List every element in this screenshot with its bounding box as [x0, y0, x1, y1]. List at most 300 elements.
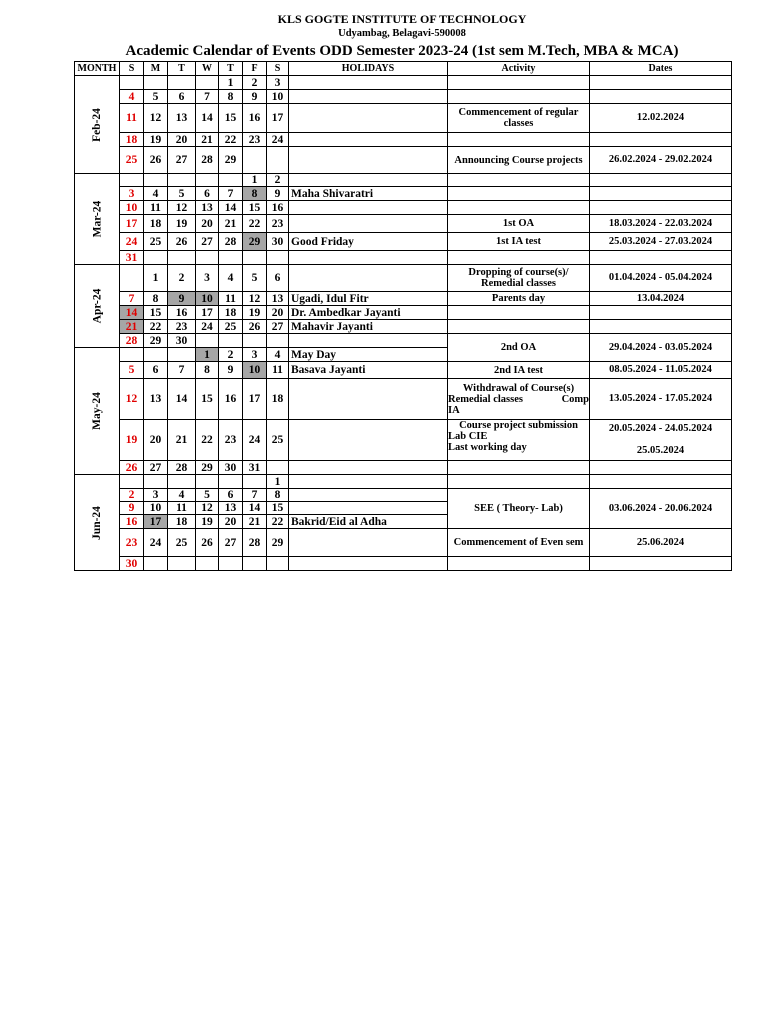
day-cell: 25: [267, 420, 289, 461]
holiday-cell: [289, 251, 448, 265]
week-row: [75, 174, 732, 187]
activity-cell: [448, 320, 590, 334]
day-cell: 25: [168, 529, 196, 557]
day-cell: 11: [168, 502, 196, 515]
day-cell: 19: [196, 515, 219, 529]
day-cell: [120, 265, 144, 292]
activity-cell: [448, 90, 590, 104]
day-cell: 8: [196, 362, 219, 379]
day-cell: 20: [219, 515, 243, 529]
day-cell: 30: [267, 233, 289, 251]
activity-line: Course project submission: [459, 420, 578, 431]
day-cell: [267, 557, 289, 571]
day-cell: 12: [168, 201, 196, 215]
dates-cell: 01.04.2024 - 05.04.2024: [590, 265, 732, 292]
day-cell: [219, 334, 243, 348]
day-cell: 3: [120, 187, 144, 201]
day-cell: 18: [144, 215, 168, 233]
day-cell: 22: [219, 133, 243, 147]
week-row: [75, 420, 732, 461]
day-cell: [120, 76, 144, 90]
holiday-cell: [289, 529, 448, 557]
week-row: [75, 334, 732, 348]
week-row: [75, 133, 732, 147]
day-cell: 15: [219, 104, 243, 133]
day-cell: [196, 475, 219, 489]
day-cell: 22: [144, 320, 168, 334]
day-cell: [243, 557, 267, 571]
day-cell: [144, 251, 168, 265]
calendar-title: Academic Calendar of Events ODD Semester 2023-24 (1st sem M.Tech, MBA & MCA): [125, 43, 679, 59]
holiday-cell: [289, 475, 448, 489]
day-cell: 1: [196, 348, 219, 362]
day-cell: 17: [267, 104, 289, 133]
holiday-cell: [289, 201, 448, 215]
day-cell: 1: [219, 76, 243, 90]
dates-cell: [590, 90, 732, 104]
day-cell: 31: [120, 251, 144, 265]
holiday-cell: [289, 147, 448, 174]
activity-cell: [448, 187, 590, 201]
day-cell: 23: [243, 133, 267, 147]
col-month: MONTH: [75, 62, 120, 76]
day-cell: 1: [243, 174, 267, 187]
day-cell: 30: [219, 461, 243, 475]
day-cell: 6: [144, 362, 168, 379]
week-row: [75, 215, 732, 233]
col-tue: T: [168, 62, 196, 76]
dates-cell: 25.03.2024 - 27.03.2024: [590, 233, 732, 251]
holiday-cell: [289, 420, 448, 461]
day-cell: 28: [196, 147, 219, 174]
day-cell: [267, 461, 289, 475]
day-cell: 8: [144, 292, 168, 306]
week-row: [75, 529, 732, 557]
day-cell: [196, 174, 219, 187]
day-cell: 14: [168, 379, 196, 420]
day-cell: 28: [243, 529, 267, 557]
day-cell: 1: [267, 475, 289, 489]
day-cell: 13: [196, 201, 219, 215]
day-cell: 5: [196, 489, 219, 502]
activity-cell: [448, 420, 590, 461]
day-cell: 25: [144, 233, 168, 251]
holiday-cell: [289, 265, 448, 292]
day-cell: 18: [120, 133, 144, 147]
day-cell: 21: [196, 133, 219, 147]
day-cell: 24: [120, 233, 144, 251]
day-cell: 10: [267, 90, 289, 104]
day-cell: [219, 174, 243, 187]
col-activity: Activity: [448, 62, 590, 76]
month-label-mar: Mar-24: [75, 174, 120, 265]
day-cell: 9: [168, 292, 196, 306]
activity-cell: [448, 475, 590, 489]
day-cell: 18: [267, 379, 289, 420]
day-cell: 26: [144, 147, 168, 174]
day-cell: 12: [144, 104, 168, 133]
day-cell: 28: [219, 233, 243, 251]
holiday-cell: Bakrid/Eid al Adha: [289, 515, 448, 529]
day-cell: 16: [219, 379, 243, 420]
day-cell: 13: [267, 292, 289, 306]
day-cell: 12: [196, 502, 219, 515]
activity-cell: 1st IA test: [448, 233, 590, 251]
holiday-cell: [289, 502, 448, 515]
day-cell: 2: [120, 489, 144, 502]
day-cell: 19: [243, 306, 267, 320]
week-row: [75, 379, 732, 420]
dates-cell: 25.06.2024: [590, 529, 732, 557]
day-cell: 21: [120, 320, 144, 334]
date-line: 25.05.2024: [636, 445, 685, 456]
week-row: [75, 201, 732, 215]
day-cell: 14: [196, 104, 219, 133]
week-row: [75, 233, 732, 251]
day-cell: 27: [219, 529, 243, 557]
day-cell: 16: [267, 201, 289, 215]
col-holidays: HOLIDAYS: [289, 62, 448, 76]
day-cell: 31: [243, 461, 267, 475]
header-row: [75, 62, 732, 76]
col-mon: M: [144, 62, 168, 76]
day-cell: [120, 475, 144, 489]
day-cell: 7: [243, 489, 267, 502]
day-cell: 26: [120, 461, 144, 475]
day-cell: 9: [243, 90, 267, 104]
week-row: [75, 251, 732, 265]
month-label-may: May-24: [75, 348, 120, 475]
day-cell: [120, 174, 144, 187]
activity-cell: SEE ( Theory- Lab): [448, 489, 590, 529]
day-cell: 4: [144, 187, 168, 201]
day-cell: 2: [168, 265, 196, 292]
holiday-cell: [289, 90, 448, 104]
activity-cell: [448, 174, 590, 187]
day-cell: [267, 147, 289, 174]
dates-cell: [590, 557, 732, 571]
week-row: [75, 187, 732, 201]
week-row: [75, 90, 732, 104]
day-cell: 20: [196, 215, 219, 233]
col-sat: S: [267, 62, 289, 76]
dates-cell: 12.02.2024: [590, 104, 732, 133]
day-cell: 7: [168, 362, 196, 379]
day-cell: 17: [144, 515, 168, 529]
activity-line: Last working day: [448, 442, 527, 453]
dates-cell: [590, 201, 732, 215]
day-cell: [144, 348, 168, 362]
day-cell: [243, 251, 267, 265]
activity-cell: [448, 379, 590, 420]
dates-cell: 13.04.2024: [590, 292, 732, 306]
day-cell: 1: [144, 265, 168, 292]
day-cell: 29: [144, 334, 168, 348]
day-cell: 14: [243, 502, 267, 515]
day-cell: 3: [196, 265, 219, 292]
day-cell: 10: [144, 502, 168, 515]
activity-cell: 2nd OA: [448, 334, 590, 362]
day-cell: 8: [243, 187, 267, 201]
day-cell: 12: [243, 292, 267, 306]
day-cell: 13: [144, 379, 168, 420]
day-cell: [196, 557, 219, 571]
month-label-apr: Apr-24: [75, 265, 120, 348]
day-cell: 10: [243, 362, 267, 379]
day-cell: 27: [196, 233, 219, 251]
holiday-cell: Maha Shivaratri: [289, 187, 448, 201]
dates-cell: 29.04.2024 - 03.05.2024: [590, 334, 732, 362]
day-cell: 13: [219, 502, 243, 515]
day-cell: 17: [243, 379, 267, 420]
day-cell: [168, 251, 196, 265]
day-cell: 23: [168, 320, 196, 334]
day-cell: 15: [196, 379, 219, 420]
day-cell: 29: [267, 529, 289, 557]
day-cell: [243, 334, 267, 348]
holiday-cell: Ugadi, Idul Fitr: [289, 292, 448, 306]
col-thu: T: [219, 62, 243, 76]
day-cell: 7: [120, 292, 144, 306]
day-cell: 24: [196, 320, 219, 334]
week-row: [75, 265, 732, 292]
day-cell: 4: [267, 348, 289, 362]
col-wed: W: [196, 62, 219, 76]
holiday-cell: Mahavir Jayanti: [289, 320, 448, 334]
day-cell: 17: [196, 306, 219, 320]
dates-cell: [590, 461, 732, 475]
day-cell: [267, 334, 289, 348]
col-dates: Dates: [590, 62, 732, 76]
academic-calendar-table: [74, 61, 732, 571]
day-cell: 28: [120, 334, 144, 348]
day-cell: 3: [267, 76, 289, 90]
day-cell: 7: [196, 90, 219, 104]
dates-cell: 26.02.2024 - 29.02.2024: [590, 147, 732, 174]
holiday-cell: [289, 133, 448, 147]
day-cell: 5: [168, 187, 196, 201]
day-cell: 16: [243, 104, 267, 133]
dates-cell: [590, 420, 732, 461]
activity-cell: Announcing Course projects: [448, 147, 590, 174]
day-cell: [144, 557, 168, 571]
day-cell: 24: [267, 133, 289, 147]
day-cell: 22: [243, 215, 267, 233]
day-cell: 2: [243, 76, 267, 90]
day-cell: [144, 76, 168, 90]
day-cell: 23: [120, 529, 144, 557]
activity-cell: [448, 306, 590, 320]
dates-cell: [590, 187, 732, 201]
activity-cell: 1st OA: [448, 215, 590, 233]
holiday-cell: [289, 379, 448, 420]
day-cell: [168, 475, 196, 489]
week-row: [75, 320, 732, 334]
week-row: [75, 475, 732, 489]
day-cell: 29: [219, 147, 243, 174]
day-cell: 15: [267, 502, 289, 515]
day-cell: 25: [120, 147, 144, 174]
activity-line: Comp: [561, 393, 589, 405]
month-label-feb: Feb-24: [75, 76, 120, 174]
dates-cell: [590, 174, 732, 187]
day-cell: [243, 147, 267, 174]
dates-cell: [590, 76, 732, 90]
activity-cell: [448, 133, 590, 147]
day-cell: 17: [120, 215, 144, 233]
day-cell: [168, 76, 196, 90]
holiday-cell: [289, 334, 448, 348]
activity-cell: [448, 461, 590, 475]
day-cell: 4: [168, 489, 196, 502]
day-cell: 23: [267, 215, 289, 233]
activity-cell: Parents day: [448, 292, 590, 306]
day-cell: 9: [219, 362, 243, 379]
activity-cell: [448, 76, 590, 90]
day-cell: 29: [243, 233, 267, 251]
day-cell: [196, 251, 219, 265]
holiday-cell: [289, 461, 448, 475]
dates-cell: [590, 251, 732, 265]
day-cell: [168, 557, 196, 571]
day-cell: 11: [219, 292, 243, 306]
week-row: [75, 557, 732, 571]
day-cell: 7: [219, 187, 243, 201]
day-cell: 13: [168, 104, 196, 133]
col-sun: S: [120, 62, 144, 76]
day-cell: 18: [168, 515, 196, 529]
day-cell: 9: [267, 187, 289, 201]
week-row: [75, 362, 732, 379]
day-cell: 5: [120, 362, 144, 379]
day-cell: 30: [168, 334, 196, 348]
day-cell: 6: [196, 187, 219, 201]
activity-cell: [448, 265, 590, 292]
activity-line: Withdrawal of Course(s): [462, 382, 575, 394]
day-cell: 9: [120, 502, 144, 515]
day-cell: [196, 76, 219, 90]
day-cell: 30: [120, 557, 144, 571]
holiday-cell: [289, 76, 448, 90]
date-line: 20.05.2024 - 24.05.2024: [608, 423, 713, 434]
day-cell: 26: [243, 320, 267, 334]
day-cell: 27: [144, 461, 168, 475]
day-cell: 2: [267, 174, 289, 187]
day-cell: 6: [267, 265, 289, 292]
day-cell: [219, 475, 243, 489]
institute-name: KLS GOGTE INSTITUTE OF TECHNOLOGY: [277, 12, 527, 26]
day-cell: [168, 348, 196, 362]
day-cell: 20: [168, 133, 196, 147]
day-cell: [144, 475, 168, 489]
day-cell: 16: [168, 306, 196, 320]
week-row: [75, 147, 732, 174]
day-cell: 24: [243, 420, 267, 461]
day-cell: [168, 174, 196, 187]
day-cell: 5: [144, 90, 168, 104]
day-cell: 27: [168, 147, 196, 174]
col-fri: F: [243, 62, 267, 76]
day-cell: 29: [196, 461, 219, 475]
activity-line: Remedial classes: [448, 393, 523, 405]
holiday-cell: [289, 174, 448, 187]
dates-cell: [590, 475, 732, 489]
day-cell: 10: [120, 201, 144, 215]
day-cell: 11: [120, 104, 144, 133]
month-label-jun: Jun-24: [75, 475, 120, 571]
week-row: [75, 292, 732, 306]
holiday-cell: [289, 215, 448, 233]
day-cell: 27: [267, 320, 289, 334]
day-cell: 25: [219, 320, 243, 334]
day-cell: 18: [219, 306, 243, 320]
holiday-cell: [289, 104, 448, 133]
dates-cell: 18.03.2024 - 22.03.2024: [590, 215, 732, 233]
day-cell: 20: [144, 420, 168, 461]
day-cell: 12: [120, 379, 144, 420]
day-cell: 4: [120, 90, 144, 104]
day-cell: 11: [144, 201, 168, 215]
day-cell: 8: [219, 90, 243, 104]
dates-cell: 03.06.2024 - 20.06.2024: [590, 489, 732, 529]
day-cell: 3: [144, 489, 168, 502]
day-cell: 28: [168, 461, 196, 475]
day-cell: 22: [196, 420, 219, 461]
day-cell: 22: [267, 515, 289, 529]
day-cell: [267, 251, 289, 265]
activity-line: Lab CIE: [448, 431, 488, 442]
day-cell: 16: [120, 515, 144, 529]
activity-line: Dropping of course(s)/: [468, 267, 569, 278]
day-cell: 11: [267, 362, 289, 379]
holiday-cell: Good Friday: [289, 233, 448, 251]
day-cell: 20: [267, 306, 289, 320]
day-cell: 4: [219, 265, 243, 292]
holiday-cell: Dr. Ambedkar Jayanti: [289, 306, 448, 320]
day-cell: 24: [144, 529, 168, 557]
holiday-cell: May Day: [289, 348, 448, 362]
day-cell: 26: [168, 233, 196, 251]
day-cell: [219, 557, 243, 571]
day-cell: 6: [219, 489, 243, 502]
holiday-cell: [289, 557, 448, 571]
activity-cell: [448, 251, 590, 265]
dates-cell: 08.05.2024 - 11.05.2024: [590, 362, 732, 379]
dates-cell: 13.05.2024 - 17.05.2024: [590, 379, 732, 420]
day-cell: 8: [267, 489, 289, 502]
activity-line: IA: [448, 404, 460, 416]
day-cell: [196, 334, 219, 348]
activity-cell: [448, 201, 590, 215]
dates-cell: [590, 306, 732, 320]
day-cell: 5: [243, 265, 267, 292]
day-cell: 19: [144, 133, 168, 147]
activity-cell: [448, 557, 590, 571]
holiday-cell: [289, 489, 448, 502]
day-cell: 2: [219, 348, 243, 362]
day-cell: [144, 174, 168, 187]
day-cell: 19: [168, 215, 196, 233]
week-row: [75, 306, 732, 320]
day-cell: 15: [243, 201, 267, 215]
activity-cell: 2nd IA test: [448, 362, 590, 379]
day-cell: 19: [120, 420, 144, 461]
day-cell: [243, 475, 267, 489]
day-cell: [219, 251, 243, 265]
week-row: [75, 76, 732, 90]
day-cell: 23: [219, 420, 243, 461]
day-cell: [120, 348, 144, 362]
